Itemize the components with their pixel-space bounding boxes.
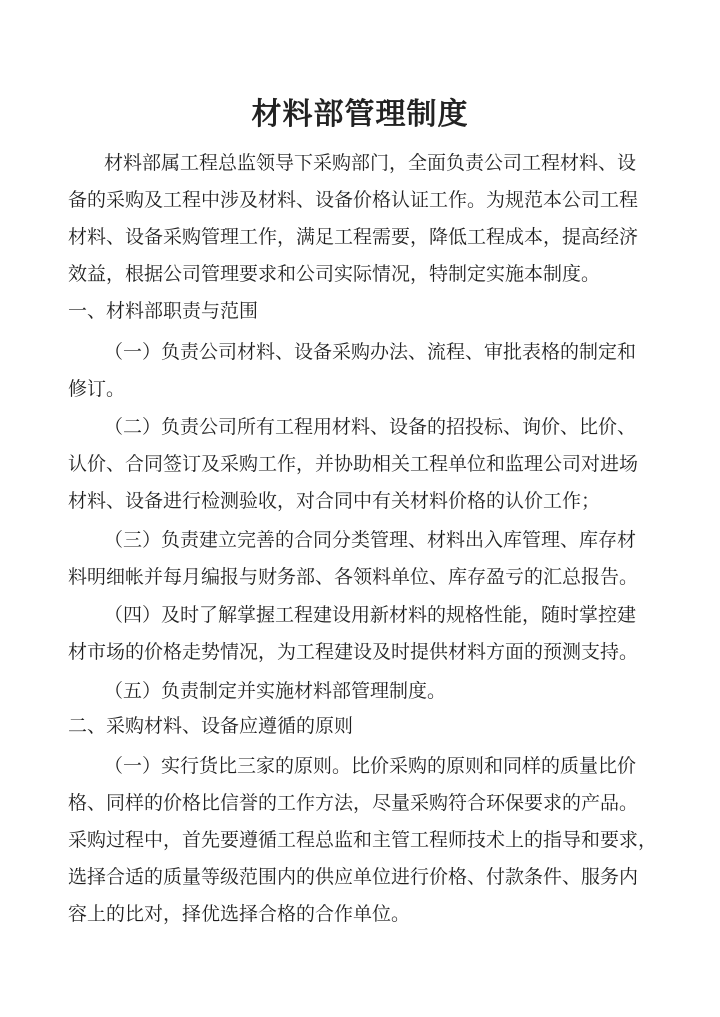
paragraph-line: 效益，根据公司管理要求和公司实际情况，特制定实施本制度。 [68,263,601,285]
paragraph-line: （五）负责制定并实施材料部管理制度。 [104,680,447,702]
paragraph-line: 材料部属工程总监领导下采购部门，全面负责公司工程材料、设 [104,152,637,174]
paragraph-line: 格、同样的价格比信誉的工作方法，尽量采购符合环保要求的产品。 [68,792,639,814]
paragraph-line: 备的采购及工程中涉及材料、设备价格认证工作。为规范本公司工程 [68,189,639,211]
section-heading: 二、采购材料、设备应遵循的原则 [68,715,354,737]
paragraph-line: 修订。 [68,378,126,400]
paragraph-line: 料明细帐并每月编报与财务部、各领料单位、库存盈亏的汇总报告。 [68,566,639,588]
paragraph-line: （一）实行货比三家的原则。比价采购的原则和同样的质量比价 [104,755,637,777]
paragraph-line: 材料、设备采购管理工作，满足工程需要，降低工程成本，提高经济 [68,226,639,248]
paragraph-line: 认价、合同签订及采购工作，并协助相关工程单位和监理公司对进场 [68,453,639,475]
paragraph-line: 采购过程中，首先要遵循工程总监和主管工程师技术上的指导和要求， [68,829,658,851]
section-heading: 一、材料部职责与范围 [68,300,259,322]
paragraph-line: 选择合适的质量等级范围内的供应单位进行价格、付款条件、服务内 [68,866,639,888]
paragraph-line: 容上的比对，择优选择合格的合作单位。 [68,903,411,925]
paragraph-line: （一）负责公司材料、设备采购办法、流程、审批表格的制定和 [104,341,637,363]
paragraph-line: 材料、设备进行检测验收，对合同中有关材料价格的认价工作； [68,490,601,512]
paragraph-line: （四）及时了解掌握工程建设用新材料的规格性能，随时掌控建 [104,604,637,626]
paragraph-line: 材市场的价格走势情况，为工程建设及时提供材料方面的预测支持。 [68,641,639,663]
paragraph-line: （三）负责建立完善的合同分类管理、材料出入库管理、库存材 [104,529,637,551]
document-title: 材料部管理制度 [251,97,469,132]
paragraph-line: （二）负责公司所有工程用材料、设备的招投标、询价、比价、 [104,416,637,438]
